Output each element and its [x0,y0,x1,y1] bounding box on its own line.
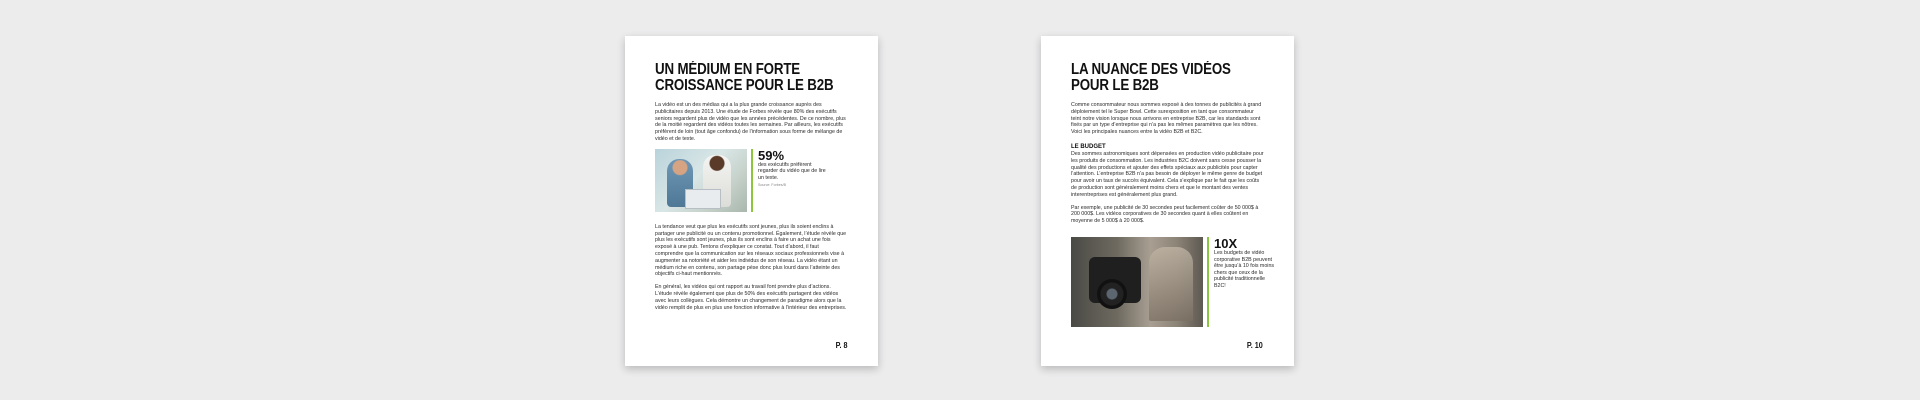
stat-callout [655,149,848,212]
body-paragraph: Par exemple, une publicité de 30 secondes peut facilement coûter de 50 000$ à 200 000$. Les vidéos corporatives de 30 secondes quant à elles coûtent en moyenne de 5 000$ à 20 000$. [1071,204,1259,225]
accent-bar [751,149,753,212]
brochure-page-right [1041,36,1294,366]
stat-value: 59% [758,147,785,163]
office-meeting-photo [655,149,747,212]
brochure-page-left [625,36,878,366]
body-paragraph: Des sommes astronomiques sont dépensées en production vidéo publicitaire pour les produits de consommation. Les industries B2C doivent sans cesse pousser la qualité des productions et ajouter des effets spéciaux aux publicités pour capter l’attention. L’entreprise B2B n’a pas besoin de déployer le même genre de budget pour avoir un taux de succès équivalent. Cela s’explique par le fait que les coûts de production sont généralement moins chers et que le montant des ventes interentreprises est généralement plus grand. [1071,150,1264,198]
page-title: UN MÉDIUM EN FORTE CROISSANCE POUR LE B2B [655,61,834,94]
intro-paragraph: La vidéo est un des médias qui a la plus grande croissance auprès des publicitaires depuis 2013. Une étude de Forbes révèle que 80% des exécutifs seniors regardent plus de vidéo que les années précédentes. De ce nombre, plus de la moitié regardent des vidéos toutes les semaines. Par ailleurs, les exécutifs préfèrent de loin (tout âge confondu) de l’information sous forme de mélange de vidéo et de texte. [655,102,846,142]
stat-description: Les budgets de vidéo corporative B2B peuvent être jusqu’à 10 fois moins chers que ceux de la publicité traditionnelle B2C! [1214,249,1275,289]
stat-callout [1071,235,1275,327]
page-title: LA NUANCE DES VIDÉOS POUR LE B2B [1071,61,1231,94]
section-subhead: LE BUDGET [1071,143,1106,150]
stat-description: des exécutifs préfèrent regarder du vidéo que de lire un texte. [758,161,826,181]
stat-text-block [1214,237,1278,290]
body-paragraph: En général, les vidéos qui ont rapport au travail font prendre plus d’actions. L’étude révèle également que plus de 50% des exécutifs partagent des vidéos avec leurs collègues. Cela démontre un changement de paradigme alors que la vidéo remplit de plus en plus une fonction informative à l’intérieur des entreprises. [655,284,847,311]
stat-source: Source: Forbes/B [758,182,786,187]
page-number: P. 10 [1247,341,1264,350]
accent-bar [1207,237,1209,327]
stat-value: 10X [1214,235,1238,251]
intro-paragraph: Comme consommateur nous sommes exposé à des tonnes de publicités à grand déploiement tel le Super Bowl. Cette surexposition en tant que consommateur teint notre vision lorsque nous arrivons en entreprise B2B, car les standards sont fixés par un type d’entreprise qui n’a pas les mêmes paramètres que les nôtres. Voici les principales nuances entre la vidéo B2B et B2C. [1071,102,1262,136]
camera-crowd-photo [1071,237,1203,327]
stat-text-block [758,149,830,187]
page-number: P. 8 [835,341,848,350]
body-paragraph: La tendance veut que plus les exécutifs sont jeunes, plus ils soient enclins à partager une publicité ou un contenu promotionnel. Également, l’étude révèle que plus les exécutifs sont jeunes, plus ils sont enclins à faire un achat une fois exposé à une pub. Tentons d’expliquer ce constat. Tout d’abord, il faut comprendre que la communication sur les réseaux sociaux professionnels vise à augmenter sa notoriété et aider les individus de son réseau. La vidéo étant un médium riche en contenu, son partage pèse donc plus lourd dans l’atteinte des objectifs ci-haut mentionnés. [655,223,847,278]
